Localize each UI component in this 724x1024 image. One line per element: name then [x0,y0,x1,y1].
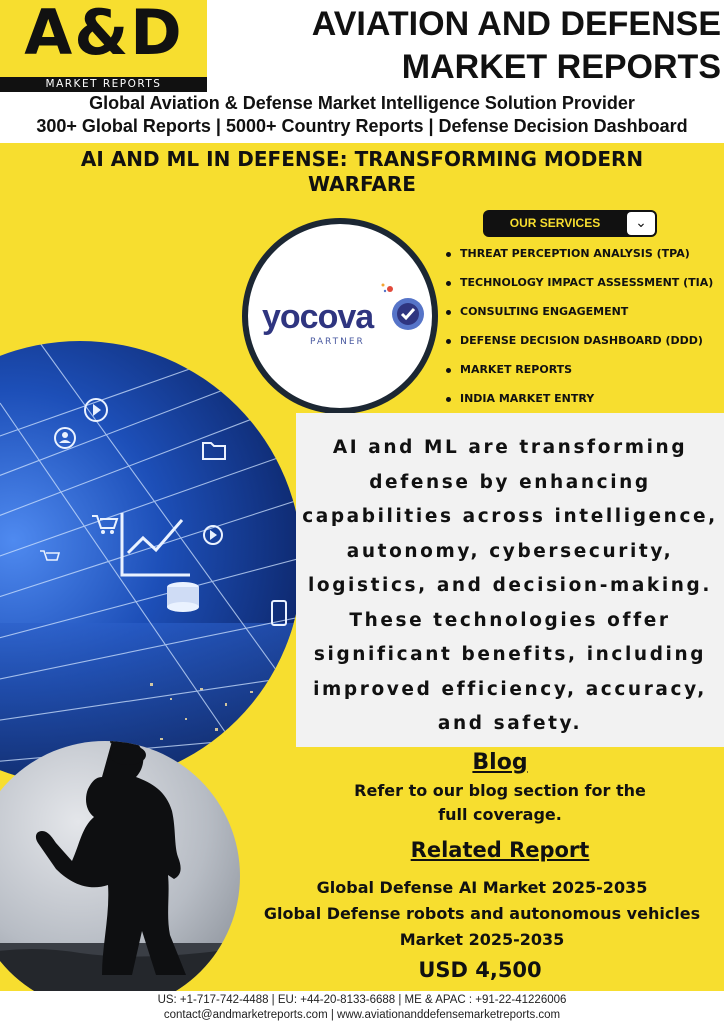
related-report-line3: Market 2025-2035 [399,930,565,949]
related-report-line2: Global Defense robots and autonomous vehicles [263,904,701,923]
chevron-down-icon[interactable]: ⌄ [627,212,655,235]
blog-text-line2: full coverage. [438,805,562,824]
report-price: USD 4,500 [418,958,542,982]
partner-label: PARTNER [310,337,365,347]
description-text [302,431,718,742]
related-report-line1: Global Defense AI Market 2025-2035 [316,878,648,897]
page-title-line1: AVIATION AND DEFENSE [311,5,721,43]
page-header [0,0,724,136]
logo[interactable] [0,0,207,92]
service-item[interactable]: MARKET REPORTS [446,360,713,389]
sparkle-icon [380,282,394,294]
services-dropdown[interactable] [483,210,657,237]
credit-card-icon [192,342,218,359]
service-item[interactable]: DEFENSE DECISION DASHBOARD (DDD) [446,331,713,360]
footer-phones: US: +1-717-742-4488 | EU: +44-20-8133-6688 | ME & APAC : +91-22-41226006 [157,994,567,1006]
related-report-heading[interactable]: Related Report [410,838,590,862]
description-line: and safety. [437,713,583,734]
description-line: logistics, and decision-making. [307,575,713,596]
services-list [446,244,713,418]
report-subtitle-line1: AI AND ML IN DEFENSE: TRANSFORMING MODERN [80,147,644,171]
verified-check-icon [390,296,426,332]
page-footer [0,991,724,1024]
description-line: autonomy, cybersecurity, [346,540,674,562]
footer-contact[interactable]: contact@andmarketreports.com | www.aviationanddefensemarketreports.com [163,1008,561,1021]
logo-text: A&D [24,0,184,69]
logo-subtitle: MARKET REPORTS [0,77,207,92]
blog-heading[interactable]: Blog [472,750,528,775]
tagline [0,92,724,138]
related-report-titles [240,875,724,953]
poster-body [0,143,724,991]
blog-text [320,779,680,827]
database-icon [167,582,199,612]
description-line: capabilities across intelligence, [302,506,718,527]
page-title [225,3,721,89]
service-item[interactable]: TECHNOLOGY IMPACT ASSESSMENT (TIA) [446,273,713,302]
user-icon [46,289,74,317]
service-item[interactable]: INDIA MARKET ENTRY [446,389,713,418]
description-line: improved efficiency, accuracy, [313,678,707,700]
partner-badge[interactable] [242,218,438,414]
report-subtitle-line2: WARFARE [308,172,416,196]
description-line: These technologies offer [349,609,671,631]
services-label: OUR SERVICES [509,216,601,230]
description-box [296,413,724,747]
service-item[interactable]: CONSULTING ENGAGEMENT [446,302,713,331]
report-subtitle [30,147,694,197]
page-title-line2: MARKET REPORTS [401,48,721,86]
description-line: significant benefits, including [313,644,707,665]
service-item[interactable]: THREAT PERCEPTION ANALYSIS (TPA) [446,244,713,273]
tagline-line1: Global Aviation & Defense Market Intelligence Solution Provider [89,93,635,113]
blog-text-line1: Refer to our blog section for the [354,781,646,800]
partner-brand: yocova [262,298,374,336]
description-line: defense by enhancing [369,471,651,493]
tagline-line2: 300+ Global Reports | 5000+ Country Reports | Defense Decision Dashboard [36,116,688,136]
description-line: AI and ML are transforming [332,437,688,458]
